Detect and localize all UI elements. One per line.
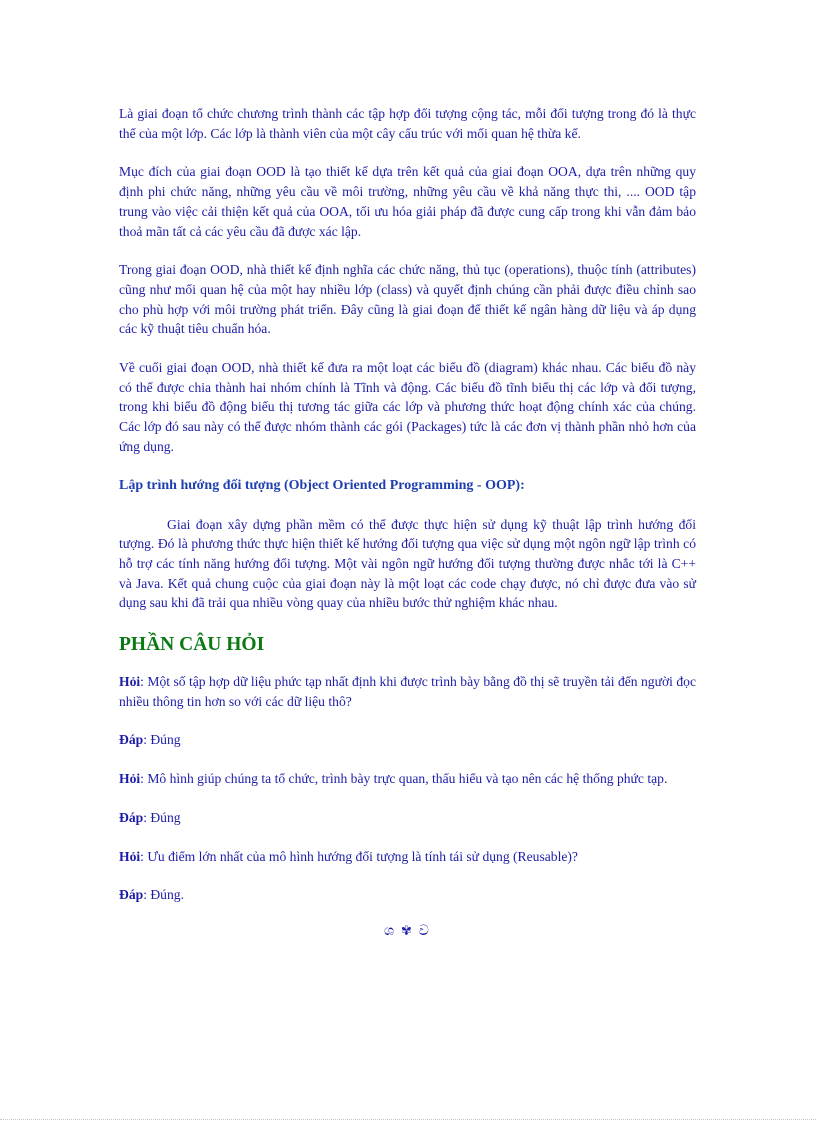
paragraph-ood-diagrams: Về cuối giai đoạn OOD, nhà thiết kế đưa ra một loạt các biểu đồ (diagram) khác nhau. Các biểu đồ này có thể được chia thành hai nhóm chính là Tĩnh và động. Các biểu đồ tĩnh biểu thị các lớp và đối tượng, trong khi biểu đồ động biểu thị tương tác giữa các lớp và phương thức hoạt động chính xác của chúng. Các lớp đó sau này có thể được nhóm thành các gói (Packages) tức là các đơn vị thành phần nhỏ hơn của ứng dụng. [119,360,696,454]
answer-1 [119,730,696,750]
paragraph-ood-purpose: Mục đích của giai đoạn OOD là tạo thiết kế dựa trên kết quả của giai đoạn OOA, dựa trên những quy định phi chức năng, những yêu cầu về môi trường, những yêu cầu về khả năng thực thi, .... OOD tập trung vào việc cải thiện kết quả của OOA, tối ưu hóa giải pháp đã được cung cấp trong khi vẫn đảm bảo thoả mãn tất cả các yêu cầu đã được xác lập. [119,164,696,239]
answer-label: Đáp [119,732,144,748]
question-label: Hỏi [119,848,141,864]
question-1 [119,672,696,711]
question-text: : Mô hình giúp chúng ta tổ chức, trình bày trực quan, thấu hiểu và tạo nên các hệ thống phức tạp. [140,771,668,787]
question-text: : Ưu điểm lớn nhất của mô hình hướng đối tượng là tính tái sử dụng (Reusable)? [140,848,578,864]
page-bottom-rule [0,1119,816,1120]
question-label: Hỏi [119,674,141,690]
document-page [119,104,696,940]
answer-text: : Đúng. [143,887,184,903]
answer-text: : Đúng [143,809,181,825]
ornament-divider-icon: ශ ✾ ව [384,923,431,939]
questions-section-title: PHẦN CÂU HỎI [119,634,265,656]
oop-heading: Lập trình hướng đối tượng (Object Oriented Programming - OOP): [119,477,525,493]
answer-3 [119,885,696,905]
answer-2 [119,808,696,828]
answer-label: Đáp [119,809,144,825]
question-text: : Một số tập hợp dữ liệu phức tạp nhất định khi được trình bày bằng đồ thị sẽ truyền tải đến người đọc nhiều thông tin hơn so với các dữ liệu thô? [119,674,696,709]
question-3 [119,847,696,867]
answer-text: : Đúng [143,732,181,748]
paragraph-oop-description: Giai đoạn xây dựng phần mềm có thể được thực hiện sử dụng kỹ thuật lập trình hướng đối tượng. Đó là phương thức thực hiện thiết kế hướng đối tượng qua việc sử dụng một ngôn ngữ lập trình có hỗ trợ các tính năng hướng đối tượng. Một vài ngôn ngữ hướng đối tượng thường được nhắc tới là C++ và Java. Kết quả chung cuộc của giai đoạn này là một loạt các code chạy được, nó chỉ được đưa vào sử dụng sau khi đã trải qua nhiều vòng quay của nhiều bước thử nghiệm khác nhau. [119,516,696,611]
answer-label: Đáp [119,887,144,903]
paragraph-ood-definition: Là giai đoạn tổ chức chương trình thành các tập hợp đối tượng cộng tác, mỗi đối tượng trong đó là thực thể của một lớp. Các lớp là thành viên của một cây cấu trúc với mối quan hệ thừa kế. [119,106,696,141]
question-2 [119,769,696,789]
question-label: Hỏi [119,771,141,787]
paragraph-ood-designer: Trong giai đoạn OOD, nhà thiết kế định nghĩa các chức năng, thủ tục (operations), thuộc tính (attributes) cũng như mối quan hệ của một hay nhiều lớp (class) và quyết định chúng cần phải được điều chỉnh sao cho phù hợp với môi trường phát triển. Đây cũng là giai đoạn để thiết kế ngân hàng dữ liệu và áp dụng các kỹ thuật tiêu chuẩn hóa. [119,262,696,337]
